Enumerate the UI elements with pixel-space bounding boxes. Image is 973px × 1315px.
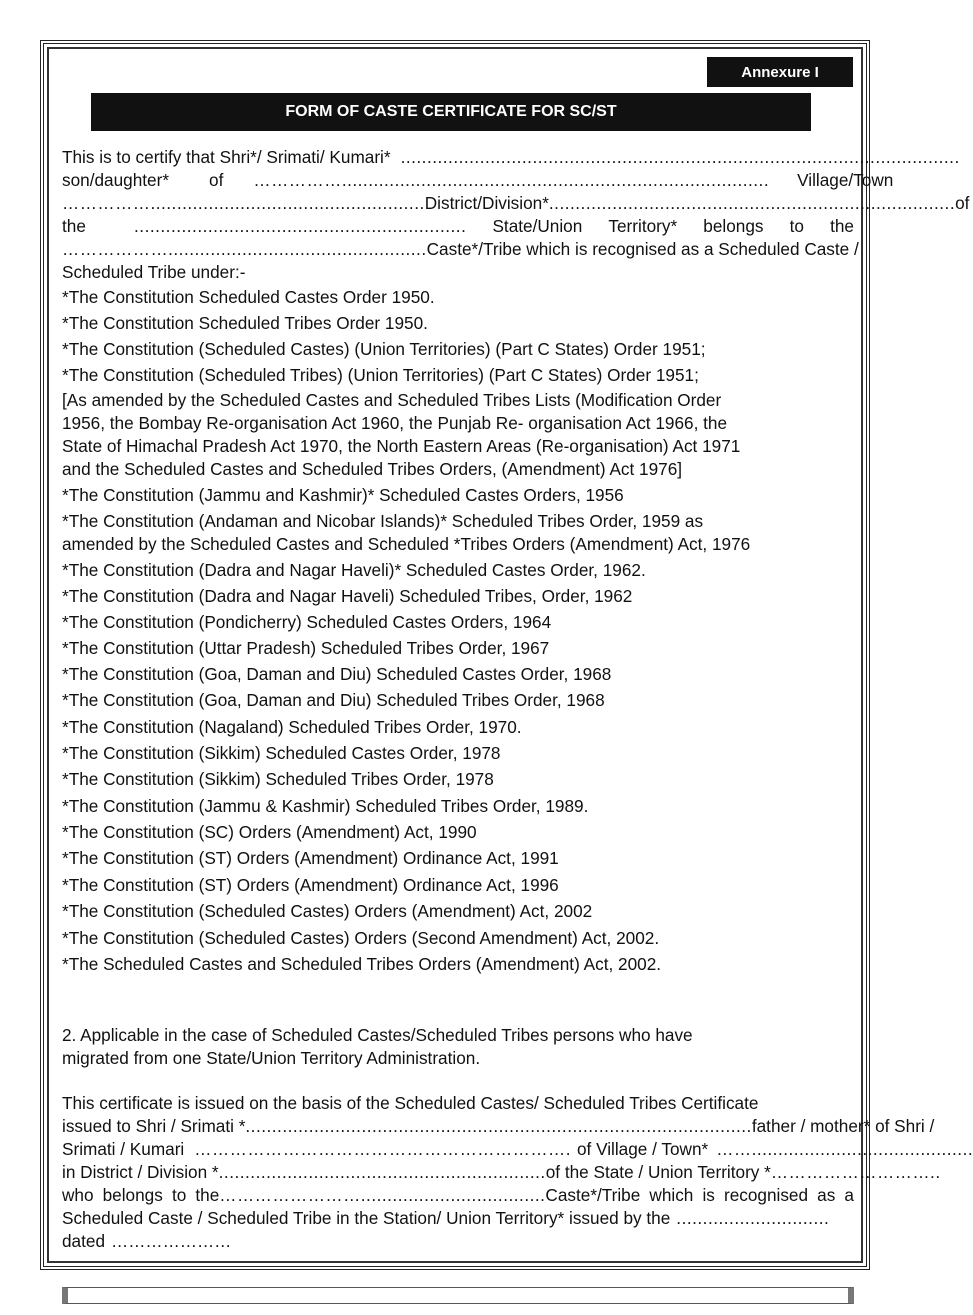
cert-text: of the State / Union Territory *	[545, 1162, 771, 1182]
cert-line-2	[62, 169, 894, 192]
cert-text: Caste*/Tribe	[545, 1185, 641, 1205]
cert-text: Srimati / Kumari	[62, 1139, 185, 1159]
cert-text: issued to Shri / Srimati *	[62, 1116, 246, 1136]
amended-line: 1956, the Bombay Re-organisation Act 1960, the Punjab Re- organisation Act 1966, the	[62, 413, 728, 433]
cert-text: State/Union	[492, 216, 583, 236]
amended-line: and the Scheduled Castes and Scheduled Tribes Orders, (Amendment) Act 1976]	[62, 459, 683, 479]
blank-dated: …………………	[111, 1231, 232, 1251]
cert-text: who	[62, 1185, 94, 1205]
basis-line-3	[62, 1138, 973, 1161]
order-line: *The Constitution (Uttar Pradesh) Scheduled Tribes Order, 1967	[62, 638, 550, 658]
blank-village: ……………....................................................	[62, 193, 425, 213]
basis-line-6	[62, 1207, 854, 1230]
order-line: amended by the Scheduled Castes and Scheduled *Tribes Orders (Amendment) Act, 1976	[62, 534, 751, 554]
order-line: *The Constitution (ST) Orders (Amendment) Ordinance Act, 1991	[62, 848, 559, 868]
cert-line-6: Scheduled Tribe under:-	[62, 262, 246, 282]
order-line: *The Constitution (Scheduled Castes) Orders (Second Amendment) Act, 2002.	[62, 928, 660, 948]
order-line: *The Constitution (Nagaland) Scheduled Tribes Order, 1970.	[62, 717, 522, 737]
basis-line-7	[62, 1230, 854, 1253]
cert-text: son/daughter*	[62, 170, 170, 190]
basis-line-4	[62, 1161, 941, 1184]
cert-text: to	[789, 216, 804, 236]
basis-line-5	[62, 1184, 854, 1207]
order-line: *The Constitution Scheduled Tribes Order 1950.	[62, 313, 428, 333]
section2-line: migrated from one State/Union Territory Administration.	[62, 1048, 481, 1068]
blank-district-division: ..............................................................	[218, 1162, 546, 1182]
cert-text: belongs	[703, 216, 764, 236]
order-line: *The Constitution (Scheduled Castes) (Union Territories) (Part C States) Order 1951;	[62, 339, 706, 359]
order-line: *The Constitution (Dadra and Nagar Haveli) Scheduled Tribes, Order, 1962	[62, 586, 633, 606]
order-line: *The Constitution Scheduled Castes Order 1950.	[62, 287, 435, 307]
cert-line-3	[62, 192, 970, 215]
blank-issued-by: .............................	[676, 1208, 830, 1228]
amended-line: [As amended by the Scheduled Castes and Scheduled Tribes Lists (Modification Order	[62, 390, 722, 410]
cert-line-5	[62, 238, 859, 261]
cert-text: in District / Division *	[62, 1162, 219, 1182]
order-line: *The Constitution (Sikkim) Scheduled Castes Order, 1978	[62, 743, 501, 763]
cert-text: of	[209, 170, 224, 190]
blank-kumari: ……………………………………………………….	[194, 1139, 571, 1159]
cert-text: as	[817, 1185, 836, 1205]
cert-text: to	[171, 1185, 187, 1205]
blank-issued-to: ................................................................................................	[245, 1116, 752, 1136]
cert-text: Caste*/Tribe which is recognised as a Scheduled Caste /	[426, 239, 859, 259]
order-line: *The Constitution (Jammu & Kashmir) Scheduled Tribes Order, 1989.	[62, 796, 589, 816]
cert-line-1	[62, 146, 960, 169]
cert-text: of	[955, 193, 970, 213]
cert-text: the	[830, 216, 854, 236]
order-line: *The Constitution (Scheduled Tribes) (Union Territories) (Part C States) Order 1951;	[62, 365, 699, 385]
amended-line: State of Himachal Pradesh Act 1970, the North Eastern Areas (Re-organisation) Act 1971	[62, 436, 741, 456]
section2-line: 2. Applicable in the case of Scheduled Castes/Scheduled Tribes persons who have	[62, 1025, 693, 1045]
cert-text: dated	[62, 1231, 106, 1251]
next-page-frame	[62, 1287, 854, 1304]
blank-village-town: ……..........................................	[716, 1139, 973, 1159]
blank-name: ..........................................................................................................	[400, 147, 960, 167]
order-line: *The Constitution (Goa, Daman and Diu) Scheduled Castes Order, 1968	[62, 664, 612, 684]
cert-text: This is to certify that Shri*/ Srimati/ Kumari*	[62, 147, 391, 167]
cert-text: recognised	[723, 1185, 809, 1205]
cert-text: the	[195, 1185, 220, 1205]
form-title: FORM OF CASTE CERTIFICATE FOR SC/ST	[91, 93, 811, 131]
blank-parent: …………….................................................................................	[253, 170, 770, 190]
blank-basis-caste: ……………………...................................	[219, 1185, 546, 1205]
cert-text: Territory*	[608, 216, 678, 236]
order-line: *The Scheduled Castes and Scheduled Tribes Orders (Amendment) Act, 2002.	[62, 954, 662, 974]
cert-text	[195, 1184, 640, 1207]
cert-text: District/Division*	[424, 193, 549, 213]
cert-text: belongs	[102, 1185, 163, 1205]
order-line: *The Constitution (Goa, Daman and Diu) Scheduled Tribes Order, 1968	[62, 690, 605, 710]
annexure-label: Annexure I	[707, 57, 853, 87]
cert-text: is	[702, 1185, 715, 1205]
order-line: *The Constitution (ST) Orders (Amendment) Ordinance Act, 1996	[62, 875, 559, 895]
basis-line-1: This certificate is issued on the basis of the Scheduled Castes/ Scheduled Tribes Certificate	[62, 1093, 759, 1113]
cert-text: Scheduled Caste / Scheduled Tribe in the Station/ Union Territory* issued by the	[62, 1208, 671, 1228]
cert-text: father / mother* of Shri /	[751, 1116, 935, 1136]
basis-line-2	[62, 1115, 935, 1138]
order-line: *The Constitution (SC) Orders (Amendment) Act, 1990	[62, 822, 477, 842]
order-line: *The Constitution (Sikkim) Scheduled Tribes Order, 1978	[62, 769, 494, 789]
blank-district: .............................................................................	[548, 193, 956, 213]
cert-text: the	[62, 216, 86, 236]
order-line: *The Constitution (Dadra and Nagar Haveli)* Scheduled Castes Order, 1962.	[62, 560, 646, 580]
blank-union-territory: ………………………..	[770, 1162, 941, 1182]
blank-caste: ……………….................................................	[62, 239, 427, 259]
order-line: *The Constitution (Scheduled Castes) Orders (Amendment) Act, 2002	[62, 901, 593, 921]
cert-text: Village/Town	[797, 170, 894, 190]
cert-line-4	[62, 215, 854, 238]
order-line: *The Constitution (Pondicherry) Scheduled Castes Orders, 1964	[62, 612, 552, 632]
blank-state: ...............................................................	[134, 216, 467, 236]
cert-text: which	[649, 1185, 694, 1205]
order-line: *The Constitution (Andaman and Nicobar Islands)* Scheduled Tribes Order, 1959 as	[62, 511, 704, 531]
order-line: *The Constitution (Jammu and Kashmir)* Scheduled Castes Orders, 1956	[62, 485, 624, 505]
cert-text: a	[844, 1185, 854, 1205]
cert-text: of Village / Town*	[576, 1139, 709, 1159]
